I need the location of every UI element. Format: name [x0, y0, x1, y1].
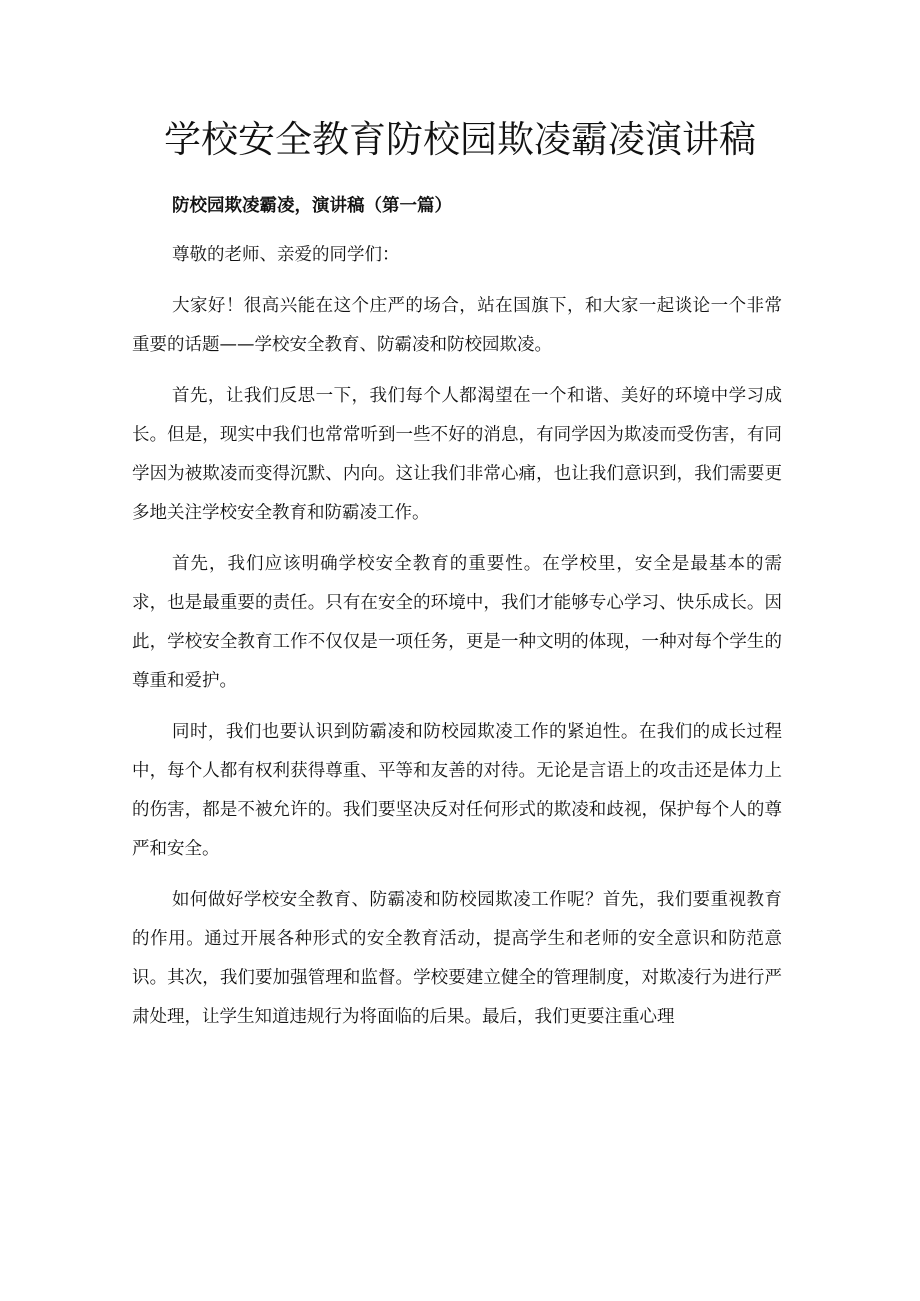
body-paragraph: 同时，我们也要认识到防霸凌和防校园欺凌工作的紧迫性。在我们的成长过程中，每个人都有权利获得尊重、平等和友善的对待。无论是言语上的攻击还是体力上的伤害，都是不被允许的。我们要坚决反对任何形式的欺凌和歧视，保护每个人的尊严和安全。: [132, 722, 782, 859]
body-paragraph: 如何做好学校安全教育、防霸凌和防校园欺凌工作呢？首先，我们要重视教育的作用。通过开展各种形式的安全教育活动，提高学生和老师的安全意识和防范意识。其次，我们要加强管理和监督。学校要建立健全的管理制度，对欺凌行为进行严肃处理，让学生知道违规行为将面临的后果。最后，我们更要注重心理: [132, 890, 782, 1027]
body-paragraph: 大家好！很高兴能在这个庄严的场合，站在国旗下，和大家一起谈论一个非常重要的话题——学校安全教育、防霸凌和防校园欺凌。: [132, 296, 782, 355]
body-paragraph: 首先，让我们反思一下，我们每个人都渴望在一个和谐、美好的环境中学习成长。但是，现实中我们也常常听到一些不好的消息，有同学因为欺凌而受伤害，有同学因为被欺凌而变得沉默、内向。这让我们非常心痛，也让我们意识到，我们需要更多地关注学校安全教育和防霸凌工作。: [132, 386, 782, 523]
document-body: [132, 188, 782, 1049]
salutation-paragraph: 尊敬的老师、亲爱的同学们：: [172, 245, 400, 265]
body-paragraph: 首先，我们应该明确学校安全教育的重要性。在学校里，安全是最基本的需求，也是最重要的责任。只有在安全的环境中，我们才能够专心学习、快乐成长。因此，学校安全教育工作不仅仅是一项任务，更是一种文明的体现，一种对每个学生的尊重和爱护。: [132, 554, 782, 691]
document-title: 学校安全教育防校园欺凌霸凌演讲稿: [164, 118, 756, 161]
section-heading: 防校园欺凌霸凌，演讲稿（第一篇）: [172, 196, 452, 216]
